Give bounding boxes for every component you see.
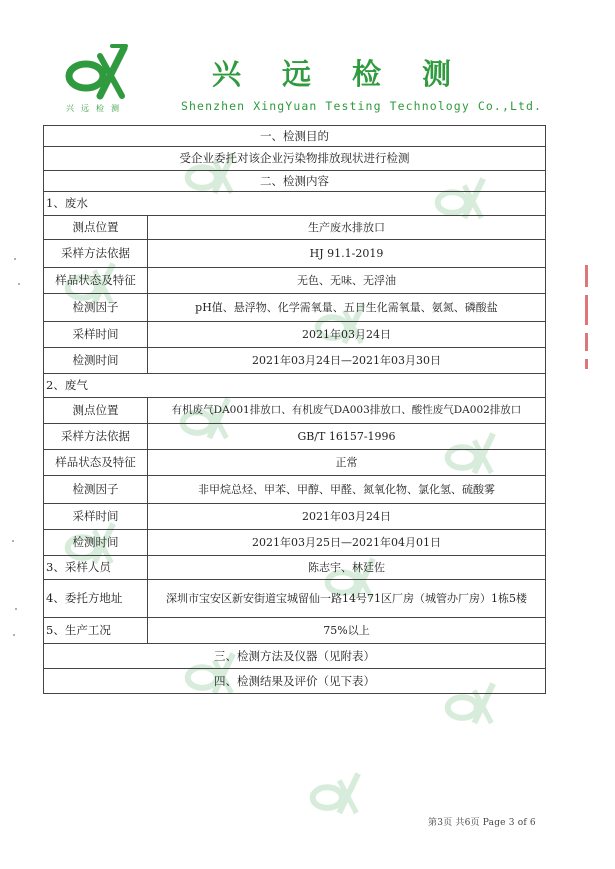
logo-subtitle: 兴远检测	[66, 104, 126, 113]
table-row	[44, 126, 546, 147]
table-row	[44, 476, 546, 504]
table-row	[44, 530, 546, 556]
row-label: 5、生产工况	[44, 618, 148, 644]
table-row	[44, 644, 546, 669]
watermark-logo-icon	[305, 770, 365, 820]
table-row	[44, 192, 546, 216]
scan-speck	[15, 608, 17, 610]
table-row	[44, 450, 546, 476]
row-value: 生产废水排放口	[148, 216, 546, 240]
table-row	[44, 348, 546, 374]
subsection-heading: 2、废气	[44, 374, 546, 398]
table-row	[44, 240, 546, 268]
scan-speck	[12, 540, 14, 542]
row-label: 测点位置	[44, 216, 148, 240]
report-table	[43, 125, 546, 694]
row-label: 采样方法依据	[44, 424, 148, 450]
row-value: 2021年03月24日—2021年03月30日	[148, 348, 546, 374]
table-row	[44, 294, 546, 322]
section-heading: 一、检测目的	[44, 126, 546, 147]
row-value: pH值、悬浮物、化学需氧量、五日生化需氧量、氨氮、磷酸盐	[148, 294, 546, 322]
row-label: 样品状态及特征	[44, 450, 148, 476]
scan-speck	[18, 283, 20, 285]
seam-stamp-icon	[585, 265, 599, 375]
row-value: 深圳市宝安区新安街道宝城留仙一路14号71区厂房（城管办厂房）1栋5楼	[148, 580, 546, 618]
row-value: 非甲烷总烃、甲苯、甲醇、甲醛、氮氧化物、氯化氢、硫酸雾	[148, 476, 546, 504]
section-heading: 三、检测方法及仪器（见附表）	[44, 644, 546, 669]
table-row	[44, 322, 546, 348]
company-name-en: Shenzhen XingYuan Testing Technology Co.,Ltd.	[181, 99, 543, 113]
page-number: 第3页 共6页 Page 3 of 6	[428, 818, 536, 828]
table-row	[44, 580, 546, 618]
section-heading: 四、检测结果及评价（见下表）	[44, 669, 546, 694]
row-label: 采样方法依据	[44, 240, 148, 268]
scan-speck	[13, 634, 15, 636]
row-label: 4、委托方地址	[44, 580, 148, 618]
row-label: 检测因子	[44, 476, 148, 504]
table-row	[44, 268, 546, 294]
company-name-cn: 兴远检测	[212, 57, 493, 91]
row-value: 2021年03月24日	[148, 322, 546, 348]
row-value: GB/T 16157-1996	[148, 424, 546, 450]
row-label: 样品状态及特征	[44, 268, 148, 294]
row-label: 3、采样人员	[44, 556, 148, 580]
subsection-heading: 1、废水	[44, 192, 546, 216]
row-label: 采样时间	[44, 322, 148, 348]
row-label: 检测因子	[44, 294, 148, 322]
row-value: 有机废气DA001排放口、有机废气DA003排放口、酸性废气DA002排放口	[148, 398, 546, 424]
row-value: 正常	[148, 450, 546, 476]
row-value: 陈志宇、林廷佐	[148, 556, 546, 580]
company-logo-icon	[60, 44, 130, 102]
table-row	[44, 504, 546, 530]
table-row	[44, 424, 546, 450]
table-row	[44, 374, 546, 398]
table-row	[44, 398, 546, 424]
scan-speck	[14, 258, 16, 260]
section-heading: 二、检测内容	[44, 171, 546, 192]
row-value: HJ 91.1-2019	[148, 240, 546, 268]
row-value: 75%以上	[148, 618, 546, 644]
table-row	[44, 171, 546, 192]
table-row	[44, 556, 546, 580]
row-label: 采样时间	[44, 504, 148, 530]
table-row	[44, 669, 546, 694]
row-value: 2021年03月25日—2021年04月01日	[148, 530, 546, 556]
row-label: 检测时间	[44, 348, 148, 374]
table-row	[44, 216, 546, 240]
purpose-text: 受企业委托对该企业污染物排放现状进行检测	[44, 147, 546, 171]
table-row	[44, 618, 546, 644]
table-row	[44, 147, 546, 171]
row-value: 2021年03月24日	[148, 504, 546, 530]
row-label: 检测时间	[44, 530, 148, 556]
row-value: 无色、无味、无浮油	[148, 268, 546, 294]
row-label: 测点位置	[44, 398, 148, 424]
